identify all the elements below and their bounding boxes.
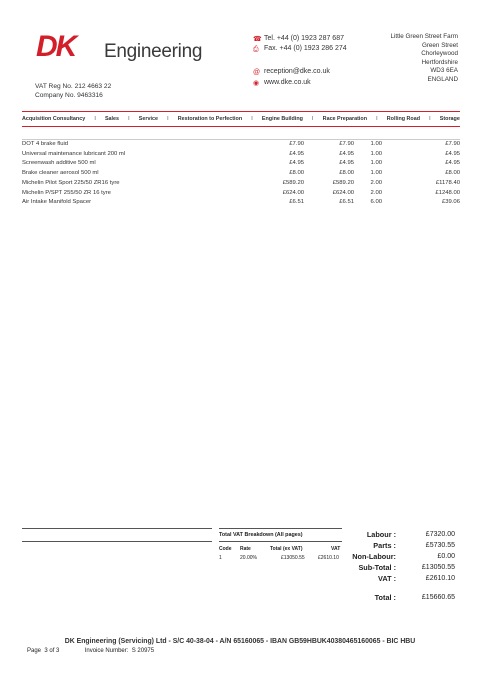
address-block xyxy=(390,33,458,85)
nonlabour-value: £0.00 xyxy=(437,553,455,560)
item-qty: 2.00 xyxy=(370,189,382,196)
table-row xyxy=(22,189,460,199)
item-total: £39.06 xyxy=(441,199,460,206)
tel-line xyxy=(253,34,344,43)
vat-code: 1 xyxy=(219,555,222,561)
divider-line xyxy=(219,541,342,542)
item-unit-price: £6.51 xyxy=(289,199,304,206)
item-qty: 1.00 xyxy=(370,160,382,167)
divider-line xyxy=(22,541,212,542)
item-description: Michelin P/SPT 255/50 ZR 16 tyre xyxy=(22,189,111,196)
nav-item: Sales xyxy=(104,116,120,122)
address-line: Little Green Street Farm xyxy=(390,33,458,40)
item-unit-price: £4.95 xyxy=(289,150,304,157)
nonlabour-label: Non-Labour: xyxy=(352,552,396,561)
address-line: Chorleywood xyxy=(421,50,458,58)
web-text[interactable]: www.dke.co.uk xyxy=(264,79,311,86)
item-description: Brake cleaner aerosol 500 ml xyxy=(22,170,99,177)
divider-line xyxy=(22,528,212,529)
item-qty: 6.00 xyxy=(370,199,382,206)
item-description: DOT 4 brake fluid xyxy=(22,140,242,150)
item-price: £6.51 xyxy=(339,199,354,206)
table-row xyxy=(22,140,460,150)
page-value: 3 of 3 xyxy=(44,648,60,654)
company-no: Company No. 9463316 xyxy=(35,92,103,99)
vat-amount: £2610.10 xyxy=(318,555,339,561)
table-row xyxy=(22,169,460,179)
item-price: £4.95 xyxy=(339,160,354,167)
nav-item: Restoration to Perfection xyxy=(177,116,243,122)
grand-total-label: Total : xyxy=(374,593,396,602)
nav-item: Acquisition Consultancy xyxy=(22,116,86,122)
table-row xyxy=(22,179,460,189)
item-price: £624.00 xyxy=(332,189,354,196)
bank-details: DK Engineering (Servicing) Ltd - S/C 40-38-04 - A/N 65160065 - IBAN GB59HBUK40380465160065 - BIC HBU xyxy=(64,638,416,645)
globe-icon: ◉ xyxy=(253,80,260,87)
item-description: Screenwash additive 500 ml xyxy=(22,160,96,167)
parts-label: Parts : xyxy=(373,541,396,550)
table-row xyxy=(22,159,460,169)
logo-text: Engineering xyxy=(104,41,203,62)
phone-icon: ☎ xyxy=(253,36,262,43)
address-line: Green Street xyxy=(421,41,458,49)
labour-label: Labour : xyxy=(366,530,396,539)
vat-header-vat: VAT xyxy=(331,546,341,552)
address-line: WD3 6EA xyxy=(430,67,458,75)
email-text[interactable]: reception@dke.co.uk xyxy=(264,68,330,75)
email-line[interactable] xyxy=(253,67,330,76)
nav-separator: I xyxy=(376,116,378,122)
item-unit-price: £8.00 xyxy=(289,170,304,177)
item-unit-price: £4.95 xyxy=(289,160,304,167)
labour-value: £7320.00 xyxy=(425,531,455,538)
vat-total-value: £2610.10 xyxy=(425,575,455,582)
item-description: Universal maintenance lubricant 200 ml xyxy=(22,150,126,157)
fax-icon: ⎙ xyxy=(253,46,259,53)
nav-item: Service xyxy=(138,116,158,122)
nav-separator: I xyxy=(94,116,96,122)
vat-total-ex: £13050.55 xyxy=(281,555,305,561)
address-line: ENGLAND xyxy=(427,75,458,83)
parts-value: £5730.55 xyxy=(425,542,455,549)
item-unit-price: £589.20 xyxy=(282,179,304,186)
item-total: £7.90 xyxy=(382,140,460,150)
services-bar xyxy=(22,111,460,127)
invoice-value: S 20975 xyxy=(131,648,155,654)
item-price: £589.20 xyxy=(332,179,354,186)
nav-item: Engine Building xyxy=(261,116,303,122)
address-line: Hertfordshire xyxy=(421,58,458,66)
logo-mark: DK xyxy=(36,30,76,63)
item-unit-price: £624.00 xyxy=(282,189,304,196)
vat-rate: 20.00% xyxy=(240,555,257,561)
nav-item: Storage xyxy=(439,116,460,122)
item-unit-price: £7.90 xyxy=(242,140,304,150)
fax-line xyxy=(253,44,347,53)
item-price: £8.00 xyxy=(339,170,354,177)
subtotal-label: Sub-Total : xyxy=(358,563,396,572)
nav-separator: I xyxy=(312,116,314,122)
fax-text: Fax. +44 (0) 1923 286 274 xyxy=(264,45,347,52)
item-price: £4.95 xyxy=(339,150,354,157)
vat-breakdown-title: Total VAT Breakdown (All pages) xyxy=(219,532,303,538)
item-price: £7.90 xyxy=(304,140,354,150)
divider-line xyxy=(219,528,342,529)
item-description: Air Intake Manifold Spacer xyxy=(22,199,92,206)
item-qty: 1.00 xyxy=(370,150,382,157)
tel-text: Tel. +44 (0) 1923 287 687 xyxy=(264,35,344,42)
table-row xyxy=(22,150,460,160)
page-label: Page xyxy=(27,648,42,654)
invoice-label: Invoice Number: xyxy=(84,648,129,654)
line-items-table xyxy=(22,139,460,208)
web-line[interactable] xyxy=(253,78,311,87)
vat-reg: VAT Reg No. 212 4663 22 xyxy=(35,83,112,90)
nav-item: Race Preparation xyxy=(322,116,368,122)
item-description: Michelin Pilot Sport 225/50 ZR16 tyre xyxy=(22,179,120,186)
nav-separator: I xyxy=(251,116,253,122)
item-total: £4.95 xyxy=(445,150,460,157)
item-total: £1248.00 xyxy=(435,189,460,196)
nav-separator: I xyxy=(128,116,130,122)
email-icon: @ xyxy=(253,69,261,76)
nav-separator: I xyxy=(429,116,431,122)
item-qty: 2.00 xyxy=(370,179,382,186)
item-total: £1178.40 xyxy=(435,179,460,186)
item-total: £4.95 xyxy=(445,160,460,167)
page-info xyxy=(27,648,154,654)
nav-item: Rolling Road xyxy=(386,116,421,122)
grand-total-value: £15660.65 xyxy=(421,594,455,601)
item-qty: 1.00 xyxy=(354,140,382,150)
item-qty: 1.00 xyxy=(370,170,382,177)
vat-header-rate: Rate xyxy=(240,546,251,552)
item-total: £8.00 xyxy=(445,170,460,177)
vat-header-total-ex: Total (ex VAT) xyxy=(270,546,303,552)
nav-separator: I xyxy=(167,116,169,122)
vat-total-label: VAT : xyxy=(378,574,396,583)
vat-header-code: Code xyxy=(219,546,232,552)
subtotal-value: £13050.55 xyxy=(421,564,455,571)
table-row xyxy=(22,198,460,208)
